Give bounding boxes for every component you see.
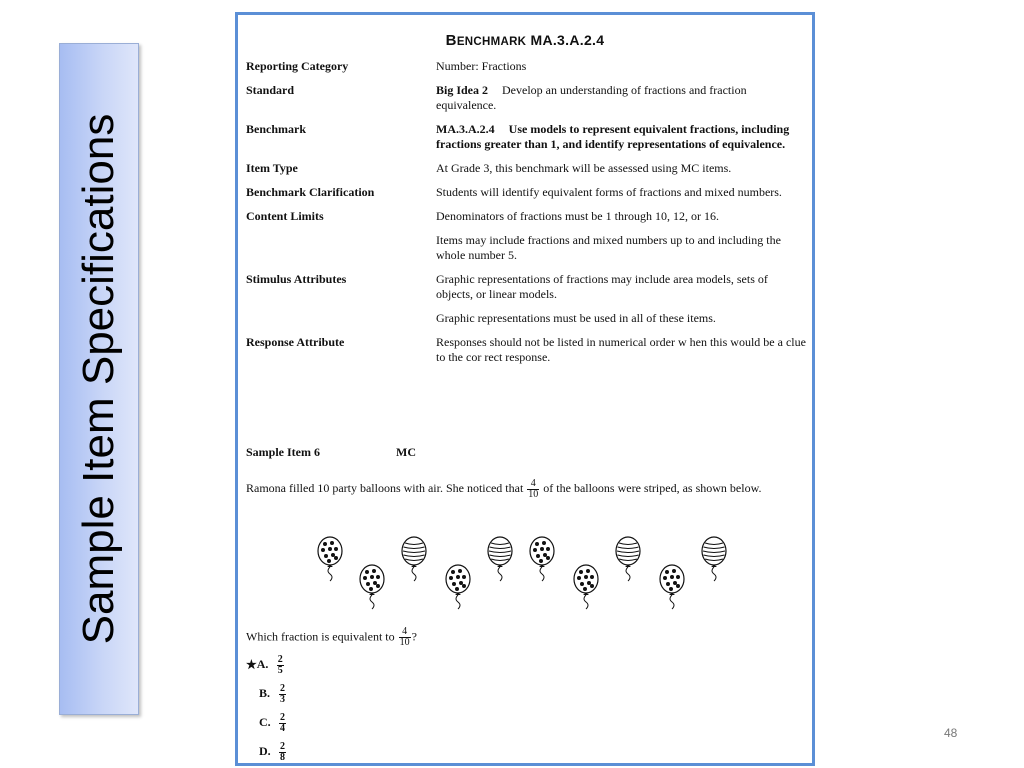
title-rest: ENCHMARK [456,36,527,48]
question2-end: ? [411,629,417,644]
balloons-illustration [298,535,748,615]
row-value: Students will identify equivalent forms of fractions and mixed numbers. [436,185,782,199]
numerator: 2 [277,654,283,665]
spec-row-content-limits-2 [246,233,806,272]
striped-balloon-icon [702,537,726,581]
sample-item-heading [246,445,416,460]
dotted-balloon-icon [446,565,470,609]
answer-option-c[interactable] [259,713,287,734]
numerator: 2 [280,683,285,694]
fraction [279,742,286,763]
page-number: 48 [944,726,958,740]
question2-text: Which fraction is equivalent to [246,629,395,644]
question-part1: Ramona filled 10 party balloons with air. She noticed that [246,481,524,495]
spec-row-item-type [246,161,806,185]
question-part2: of the balloons were striped, as shown below. [543,481,762,495]
side-title-text: Sample Item Specifications [74,113,123,645]
row-label: Content Limits [246,209,324,223]
denominator: 10 [399,637,410,648]
denominator: 4 [280,723,285,734]
fraction [279,713,286,734]
striped-balloon-icon [616,537,640,581]
spec-row-benchmark [246,122,806,161]
row-value: Denominators of fractions must be 1 through 10, 12, or 16. [436,209,719,223]
row-label: Item Type [246,161,298,175]
option-label: B. [259,686,271,701]
sample-item-label: Sample Item 6 [246,445,320,459]
row-label: Benchmark [246,122,306,136]
standard-text: Develop an understanding of fractions and fraction equivalence. [436,83,747,112]
dotted-balloon-icon [660,565,684,609]
striped-balloon-icon [488,537,512,581]
dotted-balloon-icon [574,565,598,609]
row-label: Stimulus Attributes [246,272,347,286]
question-text [246,475,806,501]
benchmark-code: MA.3.A.2.4 [436,122,495,136]
row-value: Graphic representations must be used in all of these items. [436,311,716,325]
sample-item-type: MC [396,445,416,459]
numerator: 2 [280,712,285,723]
fraction [527,479,539,500]
dotted-balloon-icon [318,537,342,581]
spec-row-reporting [246,59,806,83]
option-label: D. [259,744,271,759]
document-page [235,12,815,766]
question-2 [246,627,417,648]
row-value: Items may include fractions and mixed numbers up to and including the whole number 5. [436,233,781,262]
answer-option-d[interactable] [259,742,287,763]
fraction [279,684,286,705]
spec-row-stimulus [246,272,806,311]
row-value: Number: Fractions [436,59,527,73]
spec-row-content-limits [246,209,806,233]
answer-option-a[interactable] [246,655,285,676]
answer-option-b[interactable] [259,684,287,705]
big-idea-label: Big Idea 2 [436,83,489,97]
spec-row-response [246,335,806,374]
option-label: A. [256,657,269,672]
row-label: Benchmark Clarification [246,185,375,199]
spec-table [246,59,806,374]
denominator: 5 [277,665,283,676]
denominator: 10 [528,488,539,500]
side-title-bar [59,43,139,715]
fraction [399,627,411,648]
numerator: 2 [280,741,285,752]
title-lead-letter: B [445,32,457,49]
denominator: 3 [280,694,285,705]
spec-row-stimulus-2 [246,311,806,335]
benchmark-text: Use models to represent equivalent fractions, including fractions greater than 1, and identify representations of equivalence. [436,122,790,151]
document-title [238,32,812,49]
numerator: 4 [527,479,539,490]
row-value [436,83,806,122]
row-value: Responses should not be listed in numerical order w hen this would be a clue to the cor rect response. [436,335,806,364]
striped-balloon-icon [402,537,426,581]
correct-star-icon: ★ [246,657,257,672]
title-code: MA.3.A.2.4 [530,32,605,48]
row-value: At Grade 3, this benchmark will be assessed using MC items. [436,161,732,175]
dotted-balloon-icon [360,565,384,609]
numerator: 4 [399,627,411,638]
spec-row-standard [246,83,806,122]
option-label: C. [259,715,271,730]
row-label: Reporting Category [246,59,349,73]
spec-row-clarification [246,185,806,209]
row-value [436,122,806,161]
dotted-balloon-icon [530,537,554,581]
row-label: Response Attribute [246,335,345,349]
row-label: Standard [246,83,295,97]
row-value: Graphic representations of fractions may include area models, sets of objects, or linear models. [436,272,768,301]
denominator: 8 [280,752,285,763]
fraction [277,655,284,676]
